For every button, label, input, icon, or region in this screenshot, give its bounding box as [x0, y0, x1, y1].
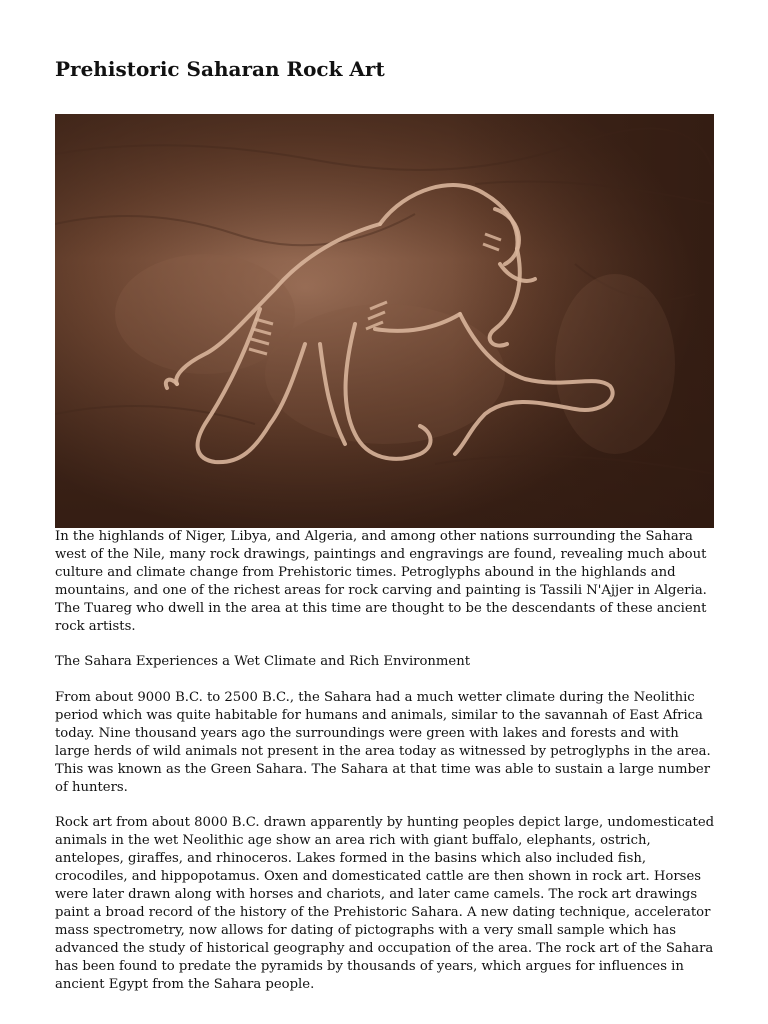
- article-body: [55, 528, 717, 1011]
- paragraph-rock-art-history: Rock art from about 8000 B.C. drawn apparently by hunting peoples depict large, undomesticated animals in the wet Neolithic age show an area rich with giant buffalo, elephants, ostrich, antelopes, giraffes, and rhinoceros. Lakes formed in the basins which also included fish, crocodiles, and hippopotamus. Oxen and domesticated cattle are then shown in rock art. Horses were later drawn along with horses and chariots, and later came camels. The rock art drawings paint a broad record of the history of the Prehistoric Sahara. A new dating technique, accelerator mass spectrometry, now allows for dating of pictographs with a very small sample which has advanced the study of historical geography and occupation of the area. The rock art of the Sahara has been found to predate the pyramids by thousands of years, which argues for influences in ancient Egypt from the Sahara people.: [55, 815, 715, 992]
- page-title: Prehistoric Saharan Rock Art: [55, 57, 385, 81]
- paragraph-climate: From about 9000 B.C. to 2500 B.C., the Sahara had a much wetter climate during the Neolithic period which was quite habitable for humans and animals, similar to the savannah of East Africa today. Nine thousand years ago the surroundings were green with lakes and forests and with large herds of wild animals not present in the area today as witnessed by petroglyphs in the area. This was known as the Green Sahara. The Sahara at that time was able to sustain a large number of hunters.: [55, 690, 711, 795]
- elephant-petroglyph-image: [55, 114, 714, 528]
- section-subheading: The Sahara Experiences a Wet Climate and Rich Environment: [55, 654, 471, 670]
- rock-art-photo: [55, 114, 714, 528]
- paragraph-intro: In the highlands of Niger, Libya, and Algeria, and among other nations surrounding the Sahara west of the Nile, many rock drawings, paintings and engravings are found, revealing much about culture and climate change from Prehistoric times. Petroglyphs abound in the highlands and mountains, and one of the richest areas for rock carving and painting is Tassili N'Ajjer in Algeria. The Tuareg who dwell in the area at this time are thought to be the descendants of these ancient rock artists.: [55, 529, 707, 634]
